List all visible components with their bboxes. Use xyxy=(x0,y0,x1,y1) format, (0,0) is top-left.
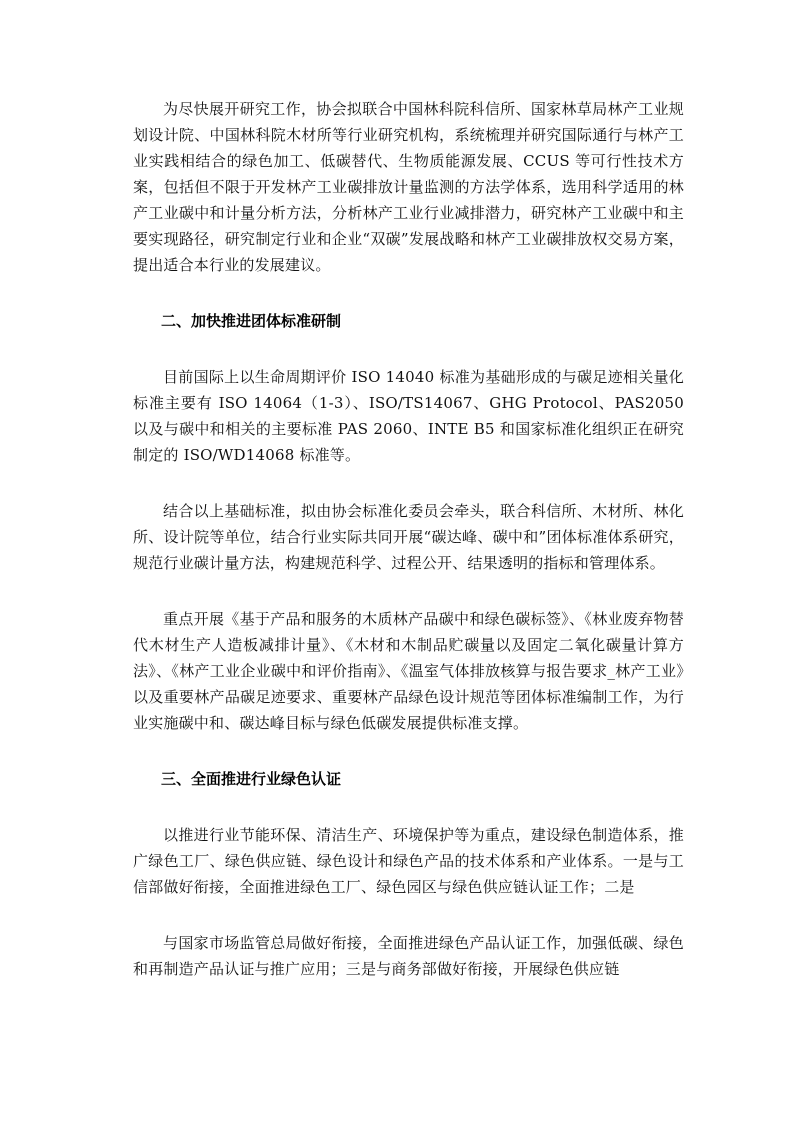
section-2-paragraph-2: 结合以上基础标准，拟由协会标准化委员会牵头，联合科信所、木材所、林化所、设计院等单位，结合行业实际共同开展“碳达峰、碳中和”团体标准体系研究，规范行业碳计量方法，构建规范科学、过程公开、结果透明的指标和管理体系。 xyxy=(133,502,684,572)
section-2-heading: 二、加快推进团体标准研制 xyxy=(161,312,342,330)
document-body xyxy=(133,96,684,1012)
section-3-paragraph-2: 与国家市场监管总局做好衔接，全面推进绿色产品认证工作，加强低碳、绿色和再制造产品认证与推广应用；三是与商务部做好衔接，开展绿色供应链 xyxy=(133,934,684,978)
section-3-heading: 三、全面推进行业绿色认证 xyxy=(161,770,342,788)
section-2-paragraph-3: 重点开展《基于产品和服务的木质林产品碳中和绿色碳标签》、《林业废弃物替代木材生产人造板减排计量》、《木材和木制品贮碳量以及固定二氧化碳量计算方法》、《林产工业企业碳中和评价指南》、《温室气体排放核算与报告要求_林产工业》以及重要林产品碳足迹要求、重要林产品绿色设计规范等团体标准编制工作，为行业实施碳中和、碳达峰目标与绿色低碳发展提供标准支撑。 xyxy=(133,610,684,732)
section-3-paragraph-1: 以推进行业节能环保、清洁生产、环境保护等为重点，建设绿色制造体系，推广绿色工厂、绿色供应链、绿色设计和绿色产品的技术体系和产业体系。一是与工信部做好衔接，全面推进绿色工厂、绿色园区与绿色供应链认证工作；二是 xyxy=(133,826,684,896)
intro-paragraph: 为尽快展开研究工作，协会拟联合中国林科院科信所、国家林草局林产工业规划设计院、中国林科院木材所等行业研究机构，系统梳理并研究国际通行与林产工业实践相结合的绿色加工、低碳替代、生物质能源发展、CCUS 等可行性技术方案，包括但不限于开发林产工业碳排放计量监测的方法学体系，选用科学适用的林产工业碳中和计量分析方法，分析林产工业行业减排潜力，研究林产工业碳中和主要实现路径，研究制定行业和企业“双碳”发展战略和林产工业碳排放权交易方案，提出适合本行业的发展建议。 xyxy=(133,100,684,274)
section-2-paragraph-1: 目前国际上以生命周期评价 ISO 14040 标准为基础形成的与碳足迹相关量化标准主要有 ISO 14064（1-3）、ISO/TS14067、GHG Protocol、PAS2050 以及与碳中和相关的主要标准 PAS 2060、INTE B5 和国家标准化组织正在研究制定的 ISO/WD14068 标准等。 xyxy=(133,368,684,464)
